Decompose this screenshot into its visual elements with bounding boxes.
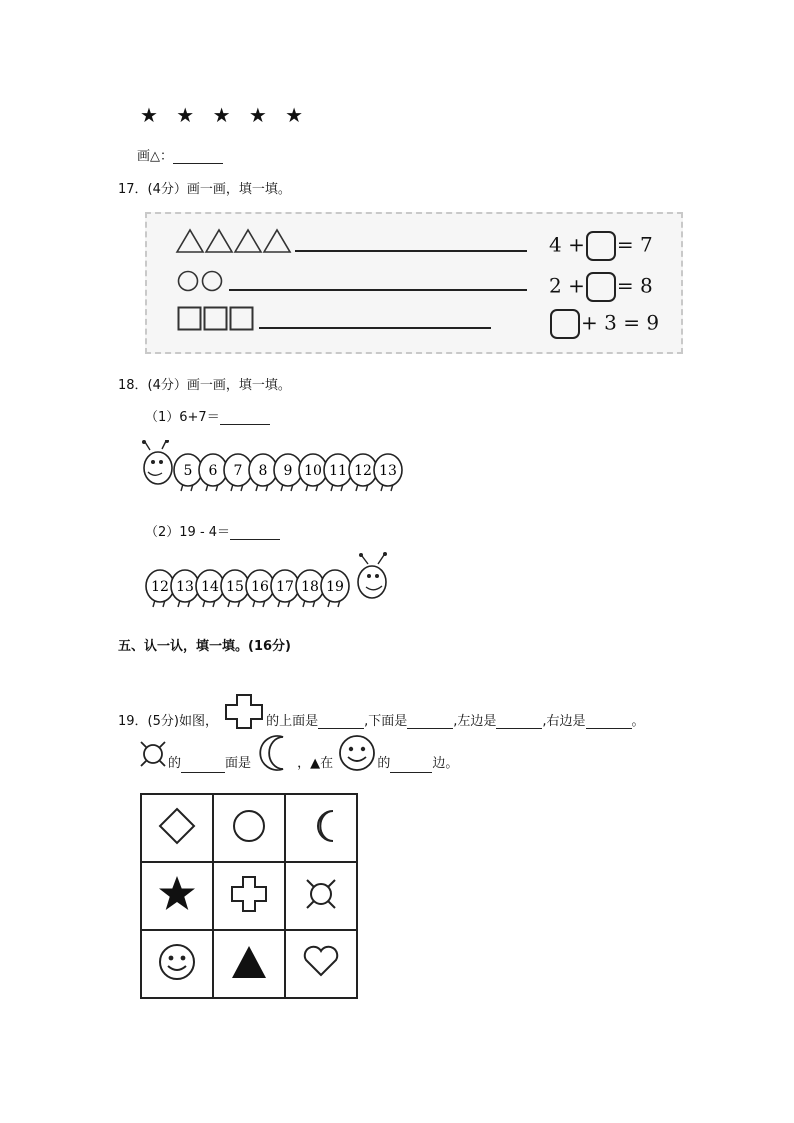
q18-sub2 [145, 521, 280, 540]
caterpillar-segment [274, 454, 302, 491]
caterpillar-number: 10 [304, 463, 322, 479]
caterpillar-number: 9 [283, 463, 293, 479]
section-5-heading: 五、认一认，填一填。(16分) [118, 639, 291, 654]
caterpillar-segment [146, 570, 174, 607]
answer-blank[interactable] [181, 758, 225, 773]
shape-grid [140, 793, 358, 999]
equation-1 [549, 231, 653, 261]
caterpillar-segment [224, 454, 252, 491]
grid-cell [213, 862, 285, 930]
answer-blank[interactable] [318, 714, 364, 729]
answer-box[interactable] [586, 272, 616, 302]
answer-blank[interactable] [496, 714, 542, 729]
answer-blank[interactable] [390, 758, 432, 773]
eq1-right: = 7 [616, 232, 653, 257]
answer-blank[interactable] [230, 525, 280, 540]
moon-icon [299, 806, 343, 846]
eq3-right: + 3 = 9 [581, 310, 660, 335]
q19-text: ，▲在 [297, 756, 334, 771]
triangles-four-icon [175, 228, 293, 254]
answer-blank[interactable] [173, 149, 223, 164]
triangle-icon [229, 942, 269, 982]
sun-circle-icon [138, 737, 168, 771]
grid-cell [285, 930, 357, 998]
caterpillar-number: 6 [208, 463, 218, 479]
stars-row: ★ ★ ★ ★ ★ [140, 103, 310, 127]
cross-icon [229, 874, 269, 914]
squares-three-icon [177, 306, 257, 332]
heart-icon [301, 942, 341, 982]
q19-text: 的上面是 [266, 714, 319, 729]
q19-text: 边。 [432, 756, 459, 771]
caterpillar-number: 18 [301, 579, 319, 595]
answer-line[interactable] [229, 289, 527, 291]
answer-blank[interactable] [220, 410, 270, 425]
q19-text: ,左边是 [453, 714, 497, 729]
caterpillar-head-icon [142, 440, 172, 484]
grid-row [141, 862, 357, 930]
q19-text: 面是 [225, 756, 252, 771]
caterpillar-segment [174, 454, 202, 491]
q19-text: ,右边是 [542, 714, 586, 729]
caterpillar-number: 17 [276, 579, 294, 595]
eq1-left: 4 + [549, 232, 585, 257]
caterpillar-number: 13 [379, 463, 397, 479]
caterpillar-head-icon [358, 552, 387, 598]
caterpillar-segment [374, 454, 402, 491]
equation-3 [549, 309, 659, 339]
answer-blank[interactable] [407, 714, 453, 729]
answer-box[interactable] [550, 309, 580, 339]
q17-title: 17．(4分）画一画，填一填。 [118, 182, 291, 197]
caterpillar-segment [299, 454, 327, 491]
caterpillar-number: 5 [183, 463, 193, 479]
grid-cell [285, 794, 357, 862]
caterpillar-segment [324, 454, 352, 491]
circle-icon [229, 806, 269, 846]
caterpillar-number: 12 [151, 579, 169, 595]
moon-icon [255, 733, 297, 773]
q19-text: 的 [168, 756, 182, 771]
caterpillar-number: 19 [326, 579, 344, 595]
smiley-icon [337, 733, 377, 773]
answer-line[interactable] [259, 327, 491, 329]
draw-triangle-prompt [137, 145, 223, 164]
eq2-left: 2 + [549, 273, 585, 298]
q17-panel [145, 212, 683, 354]
caterpillar-segment [249, 454, 277, 491]
grid-cell [213, 930, 285, 998]
equation-2 [549, 272, 653, 302]
grid-cell [141, 862, 213, 930]
sun-circle-icon [301, 874, 341, 914]
caterpillar-number: 16 [251, 579, 269, 595]
grid-row [141, 930, 357, 998]
q19-line2 [138, 733, 458, 773]
caterpillar-number: 11 [329, 463, 347, 479]
caterpillar-number: 14 [201, 579, 219, 595]
caterpillar-number: 8 [258, 463, 268, 479]
caterpillar-segment [321, 570, 349, 607]
q19-prefix: 19．(5分)如图， [118, 714, 218, 729]
caterpillar-segment [349, 454, 377, 491]
caterpillar-segment [196, 570, 224, 607]
caterpillar-number: 15 [226, 579, 244, 595]
caterpillar-segment [199, 454, 227, 491]
grid-cell [213, 794, 285, 862]
circles-two-icon [177, 269, 227, 293]
q18-sub1 [145, 406, 270, 425]
grid-cell [141, 930, 213, 998]
caterpillar-1 [140, 440, 410, 500]
q19-text: 的 [377, 756, 391, 771]
q19-line1 [118, 693, 645, 729]
q19-text: ,下面是 [364, 714, 408, 729]
answer-blank[interactable] [586, 714, 632, 729]
eq2-right: = 8 [616, 273, 653, 298]
q18-title: 18．(4分）画一画，填一填。 [118, 378, 291, 393]
grid-row [141, 794, 357, 862]
star-icon [157, 874, 197, 914]
grid-cell [285, 862, 357, 930]
caterpillar-number: 7 [233, 463, 243, 479]
answer-box[interactable] [586, 231, 616, 261]
caterpillar-segment [296, 570, 324, 607]
diamond-icon [157, 806, 197, 846]
q18-sub2-text: （2）19 - 4＝ [145, 525, 231, 540]
caterpillar-number: 12 [354, 463, 372, 479]
draw-triangle-label: 画△： [137, 149, 173, 164]
q19-text: 。 [631, 714, 645, 729]
caterpillar-segment [221, 570, 249, 607]
grid-cell [141, 794, 213, 862]
caterpillar-number: 13 [176, 579, 194, 595]
cross-icon [224, 693, 264, 729]
smiley-icon [157, 942, 197, 982]
caterpillar-segment [271, 570, 299, 607]
caterpillar-segment [171, 570, 199, 607]
caterpillar-2 [140, 552, 390, 612]
answer-line[interactable] [295, 250, 527, 252]
caterpillar-segment [246, 570, 274, 607]
q18-sub1-text: （1）6+7＝ [145, 410, 220, 425]
